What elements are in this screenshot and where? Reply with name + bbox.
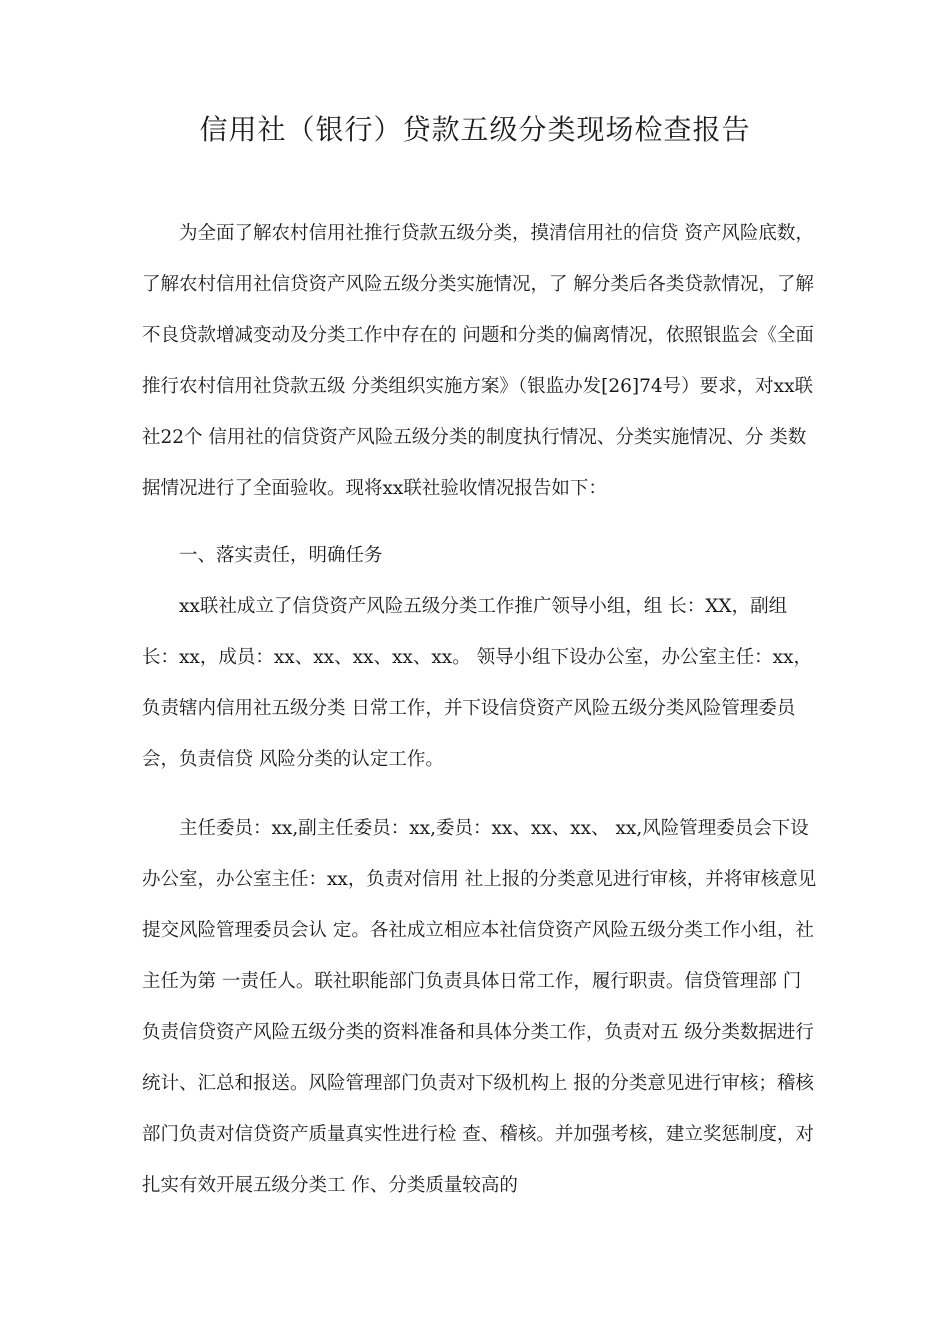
section-paragraph-1: xx联社成立了信贷资产风险五级分类工作推广领导小组，组 长：XX，副组长：xx，成员：xx、xx、xx、xx、xx。 领导小组下设办公室，办公室主任：xx，负责辖内信用社五级分类 日常工作，并下设信贷资产风险五级分类风险管理委员会，负责信贷 风险分类的认定工作。: [142, 596, 812, 770]
intro-paragraph: 为全面了解农村信用社推行贷款五级分类，摸清信用社的信贷 资产风险底数，了解农村信用社信贷资产风险五级分类实施情况，了 解分类后各类贷款情况，了解不良贷款增减变动及分类工作中存在的 问题和分类的偏离情况，依照银监会《全面推行农村信用社贷款五级 分类组织实施方案》（银监办发[26]74号）要求，对xx联社22个 信用社的信贷资产风险五级分类的制度执行情况、分类实施情况、分 类数据情况进行了全面验收。现将xx联社验收情况报告如下：: [142, 223, 814, 499]
paragraph-gap: [142, 514, 818, 530]
document-title: 信用社（银行）贷款五级分类现场检查报告: [199, 113, 751, 146]
paragraph-gap: [142, 785, 818, 803]
section-paragraph-2: 主任委员：xx,副主任委员：xx,委员：xx、xx、xx、 xx,风险管理委员会下设办公室，办公室主任：xx，负责对信用 社上报的分类意见进行审核，并将审核意见提交风险管理委员会认 定。各社成立相应本社信贷资产风险五级分类工作小组，社主任为第 一责任人。联社职能部门负责具体日常工作，履行职责。信贷管理部 门负责信贷资产风险五级分类的资料准备和具体分类工作，负责对五 级分类数据进行统计、汇总和报送。风险管理部门负责对下级机构上 报的分类意见进行审核；稽核部门负责对信贷资产质量真实性进行检 查、稽核。并加强考核，建立奖惩制度，对扎实有效开展五级分类工 作、分类质量较高的: [142, 818, 817, 1196]
document-body: [142, 208, 818, 1211]
section-heading: 一、落实责任，明确任务: [179, 545, 383, 566]
